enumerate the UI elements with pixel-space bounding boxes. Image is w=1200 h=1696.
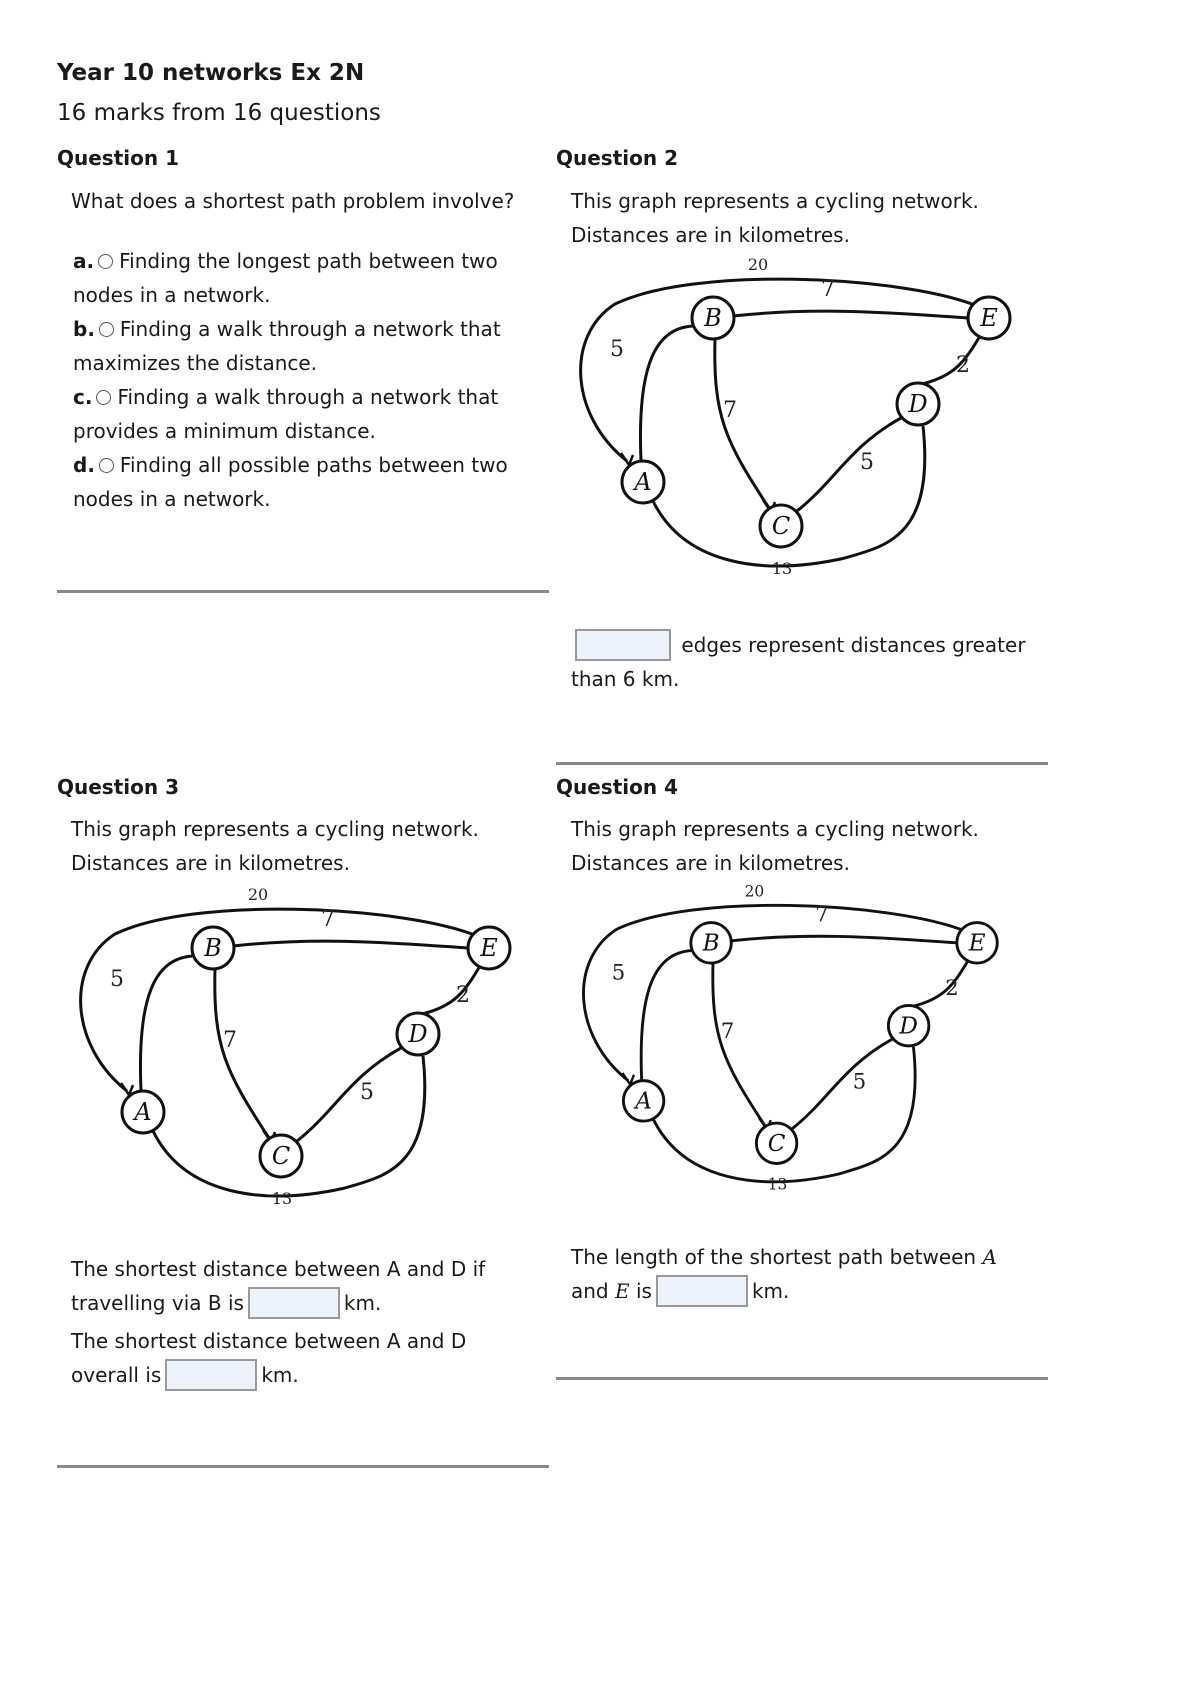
q4-var-e: E <box>615 1279 630 1303</box>
q3-network-graph <box>75 888 520 1246</box>
q4-a-line2: and <box>571 1279 609 1303</box>
q3-intro <box>71 812 479 880</box>
q2-line2: Distances are in kilometres. <box>571 223 850 247</box>
edge-ab <box>641 951 692 1081</box>
q3-a2-line1: The shortest distance between A and D <box>71 1329 467 1353</box>
q1-option-c[interactable] <box>73 380 553 448</box>
edge-bc <box>215 969 269 1138</box>
option-text: Finding a walk through a network that <box>117 385 499 409</box>
node-label-d: D <box>908 390 928 418</box>
q4-answer <box>571 1240 1041 1308</box>
q3-answer-via-b-input[interactable] <box>248 1287 340 1319</box>
node-label-b: B <box>702 930 720 957</box>
node-label-d: D <box>899 1013 918 1040</box>
edge-weight-ab: 5 <box>610 337 624 362</box>
radio-b[interactable] <box>99 322 114 337</box>
q1-option-d[interactable] <box>73 448 553 516</box>
option-text: Finding all possible paths between two <box>119 453 508 477</box>
page-title: Year 10 networks Ex 2N <box>57 60 365 86</box>
q2-heading: Question 2 <box>556 146 678 170</box>
q1-option-b[interactable] <box>73 312 553 380</box>
q4-is: is <box>635 1279 652 1303</box>
q3-a2-unit: km. <box>261 1363 299 1387</box>
node-label-c: C <box>767 1130 786 1157</box>
q1-heading: Question 1 <box>57 146 179 170</box>
node-label-a: A <box>635 1088 652 1115</box>
q3-divider <box>57 1465 549 1468</box>
q2-line1: This graph represents a cycling network. <box>571 189 979 213</box>
node-label-e: E <box>480 934 498 962</box>
q4-heading: Question 4 <box>556 775 678 799</box>
q2-answer-text: edges represent distances greater <box>681 633 1026 657</box>
q1-option-a[interactable] <box>73 244 553 312</box>
edge-weight-cd: 5 <box>360 1080 374 1105</box>
radio-c[interactable] <box>96 390 111 405</box>
q4-intro <box>571 812 979 880</box>
q1-divider <box>57 590 549 593</box>
node-label-e: E <box>980 304 998 332</box>
q4-divider <box>556 1377 1048 1380</box>
edge-weight-bc: 7 <box>720 1018 735 1044</box>
option-letter: c. <box>73 385 93 409</box>
option-text-cont: nodes in a network. <box>73 487 271 511</box>
node-label-a: A <box>634 468 652 496</box>
node-label-d: D <box>408 1020 428 1048</box>
option-text-cont: provides a minimum distance. <box>73 419 376 443</box>
edge-cd <box>297 1048 401 1141</box>
edge-bc <box>713 963 765 1126</box>
q3-heading: Question 3 <box>57 775 179 799</box>
edge-weight-cd: 5 <box>852 1068 867 1094</box>
q2-answer <box>571 628 1031 696</box>
edge-weight-ad: 13 <box>767 1175 788 1194</box>
edge-cd <box>797 418 901 511</box>
edge-de <box>912 960 968 1006</box>
edge-weight-bc: 7 <box>223 1028 237 1053</box>
q4-var-a: A <box>982 1245 997 1269</box>
node-label-a: A <box>134 1098 152 1126</box>
edge-be <box>733 311 968 318</box>
edge-weight-ab: 5 <box>611 959 626 985</box>
option-text-cont: nodes in a network. <box>73 283 271 307</box>
edge-weight-ae: 20 <box>744 885 765 901</box>
edge-ab <box>140 956 193 1091</box>
q4-line2: Distances are in kilometres. <box>571 851 850 875</box>
edge-be <box>730 936 956 943</box>
option-text-cont: maximizes the distance. <box>73 351 318 375</box>
option-letter: d. <box>73 453 95 477</box>
node-label-b: B <box>204 934 222 962</box>
q3-line1: This graph represents a cycling network. <box>71 817 479 841</box>
edge-cd <box>792 1039 892 1129</box>
q3-a1-pre: travelling via B is <box>71 1291 244 1315</box>
edge-weight-be: 7 <box>321 907 335 932</box>
option-text: Finding the longest path between two <box>119 249 498 273</box>
q3-a1-line1: The shortest distance between A and D if <box>71 1257 486 1281</box>
edge-weight-ae: 20 <box>247 888 269 904</box>
edge-weight-cd: 5 <box>860 450 874 475</box>
page-subtitle: 16 marks from 16 questions <box>57 100 381 126</box>
edge-weight-ad: 13 <box>771 559 793 578</box>
option-text: Finding a walk through a network that <box>119 317 501 341</box>
node-label-c: C <box>771 512 791 540</box>
edge-weight-be: 7 <box>821 277 835 302</box>
edge-de <box>922 336 980 384</box>
edge-bc <box>715 339 769 508</box>
edge-weight-ad: 13 <box>271 1189 293 1208</box>
q3-a1-unit: km. <box>343 1291 382 1315</box>
edge-weight-de: 2 <box>456 983 470 1008</box>
edge-be <box>233 941 468 948</box>
q3-a2-pre: overall is <box>71 1363 162 1387</box>
node-label-c: C <box>271 1142 291 1170</box>
edge-weight-de: 2 <box>956 353 970 378</box>
q4-a-unit: km. <box>751 1279 790 1303</box>
edge-weight-bc: 7 <box>723 398 737 423</box>
q3-answer-overall-input[interactable] <box>165 1359 257 1391</box>
q2-network-graph <box>575 258 1020 616</box>
edge-ab <box>640 326 693 461</box>
radio-a[interactable] <box>98 254 113 269</box>
q1-prompt: What does a shortest path problem involve? <box>71 189 515 213</box>
q2-answer-text-2: than 6 km. <box>571 667 680 691</box>
q2-answer-input[interactable] <box>575 629 671 661</box>
node-label-b: B <box>704 304 722 332</box>
q3-line2: Distances are in kilometres. <box>71 851 350 875</box>
q4-line1: This graph represents a cycling network. <box>571 817 979 841</box>
q3-answers <box>71 1252 541 1392</box>
option-letter: b. <box>73 317 95 341</box>
q2-intro <box>571 184 979 252</box>
q2-divider <box>556 762 1048 765</box>
q1-options <box>73 244 553 516</box>
edge-weight-de: 2 <box>945 974 959 1000</box>
node-label-e: E <box>968 930 986 957</box>
edge-weight-be: 7 <box>815 901 829 927</box>
edge-weight-ae: 20 <box>747 258 769 274</box>
edge-de <box>422 966 480 1014</box>
q4-a-line1: The length of the shortest path between <box>571 1245 977 1269</box>
q4-network-graph <box>570 885 1015 1230</box>
radio-d[interactable] <box>99 458 114 473</box>
q4-answer-input[interactable] <box>656 1275 748 1307</box>
option-letter: a. <box>73 249 95 273</box>
edge-weight-ab: 5 <box>110 967 124 992</box>
